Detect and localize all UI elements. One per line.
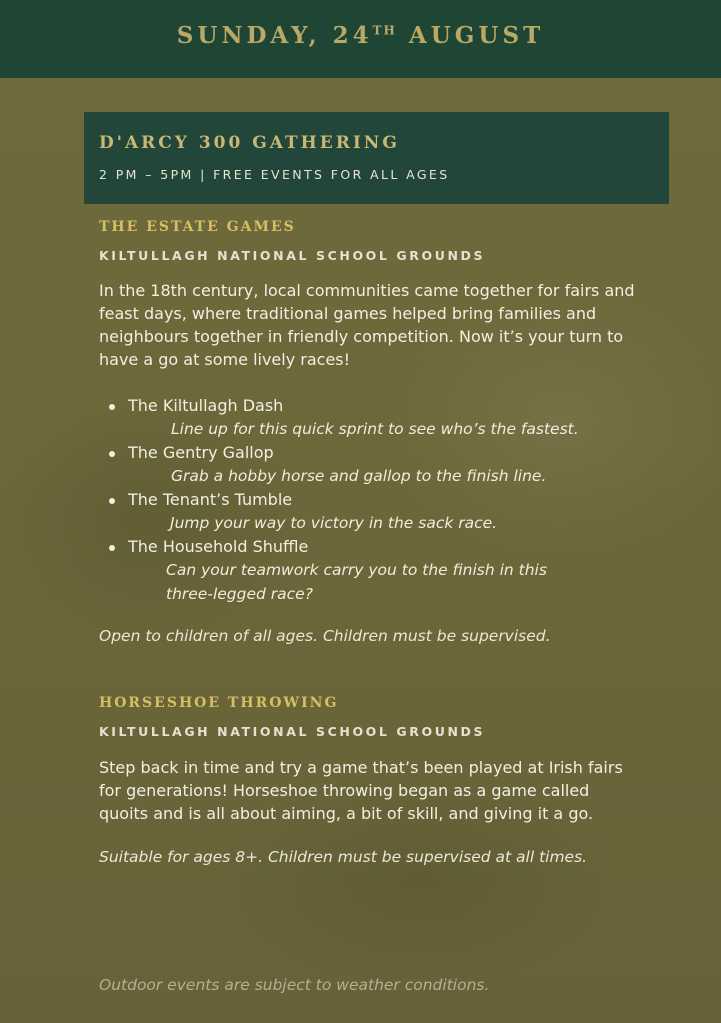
section-location-horseshoe: KILTULLAGH NATIONAL SCHOOL GROUNDS bbox=[99, 724, 486, 739]
page-title bbox=[0, 22, 721, 49]
race-name: The Household Shuffle bbox=[128, 537, 309, 556]
event-name: D'ARCY 300 GATHERING bbox=[99, 133, 400, 153]
section-title-horseshoe: HORSESHOE THROWING bbox=[99, 695, 339, 711]
event-banner bbox=[84, 112, 669, 204]
list-item bbox=[99, 394, 599, 441]
date-ordinal: TH bbox=[372, 23, 397, 38]
event-subtitle: 2 PM – 5PM | FREE EVENTS FOR ALL AGES bbox=[99, 167, 450, 182]
horseshoe-intro: Step back in time and try a game that’s been played at Irish fairs for generations! Horseshoe throwing began as a game called quoits and is all about aiming, a bit of skill, and giving it a go. bbox=[99, 758, 623, 823]
bullet-icon bbox=[109, 404, 115, 410]
weather-disclaimer: Outdoor events are subject to weather conditions. bbox=[99, 976, 490, 994]
race-list bbox=[99, 394, 599, 606]
list-item bbox=[99, 488, 599, 535]
section-location-estate-games: KILTULLAGH NATIONAL SCHOOL GROUNDS bbox=[99, 248, 486, 263]
race-description: Line up for this quick sprint to see who’s the fastest. bbox=[171, 420, 579, 438]
race-name: The Tenant’s Tumble bbox=[128, 490, 293, 509]
estate-games-note: Open to children of all ages. Children must be supervised. bbox=[99, 627, 551, 645]
bullet-icon bbox=[109, 451, 115, 457]
race-description: Jump your way to victory in the sack race. bbox=[170, 514, 498, 532]
section-title-estate-games: THE ESTATE GAMES bbox=[99, 219, 296, 235]
list-item bbox=[99, 535, 599, 606]
list-item bbox=[99, 441, 599, 488]
header-bar bbox=[0, 0, 721, 78]
race-description: Grab a hobby horse and gallop to the finish line. bbox=[171, 467, 547, 485]
horseshoe-note: Suitable for ages 8+. Children must be supervised at all times. bbox=[99, 848, 588, 866]
date-day: SUNDAY, 24 bbox=[176, 22, 373, 49]
date-month: AUGUST bbox=[408, 22, 545, 49]
bullet-icon bbox=[109, 498, 115, 504]
estate-games-intro: In the 18th century, local communities came together for fairs and feast days, where traditional games helped bring families and neighbours together in friendly competition. Now it’s your turn to have a go at some lively races! bbox=[99, 281, 635, 369]
race-description: Can your teamwork carry you to the finish in this three-legged race? bbox=[166, 561, 547, 603]
race-name: The Kiltullagh Dash bbox=[128, 396, 284, 415]
race-name: The Gentry Gallop bbox=[128, 443, 274, 462]
bullet-icon bbox=[109, 545, 115, 551]
